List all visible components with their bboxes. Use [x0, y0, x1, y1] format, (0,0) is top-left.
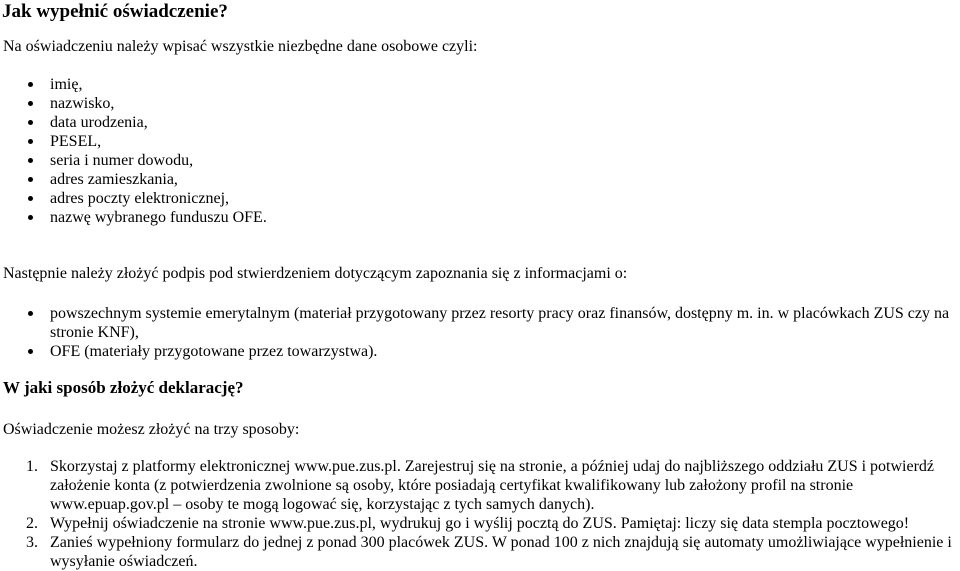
info-list: [0, 304, 955, 361]
list-number: 3.: [26, 534, 38, 551]
main-heading: Jak wypełnić oświadczenie?: [2, 1, 228, 22]
list-item: [0, 457, 955, 514]
list-item: powszechnym systemie emerytalnym (materiał przygotowany przez resorty pracy oraz finansów, dostępny m. in. w placówkach ZUS czy na stronie KNF),: [0, 304, 955, 342]
list-item: nazwę wybranego funduszu OFE.: [0, 208, 267, 227]
list-item: [0, 514, 955, 533]
section-heading: W jaki sposób złożyć deklarację?: [3, 378, 244, 397]
ways-list: [0, 457, 955, 571]
list-item-text: Zanieś wypełniony formularz do jednej z ponad 300 placówek ZUS. W ponad 100 z nich znajdują się automaty umożliwiające wypełnienie i wysyłanie oświadczeń.: [50, 534, 952, 570]
list-item-text: Skorzystaj z platformy elektronicznej www.pue.zus.pl. Zarejestruj się na stronie, a później udaj do najbliższego oddziału ZUS i potwierdź założenie konta (z potwierdzenia zwolnione są osoby, które posiadają certyfikat kwalifikowany lub założony profil na stronie www.epuap.gov.pl – osoby te mogą logować się, korzystając z tych samych danych).: [50, 458, 935, 513]
list-item: PESEL,: [0, 132, 267, 151]
intro-paragraph: Na oświadczeniu należy wpisać wszystkie niezbędne dane osobowe czyli:: [3, 38, 478, 55]
list-item: nazwisko,: [0, 94, 267, 113]
list-item: data urodzenia,: [0, 113, 267, 132]
list-item: [0, 533, 955, 571]
list-item: seria i numer dowodu,: [0, 151, 267, 170]
list-item-text: Wypełnij oświadczenie na stronie www.pue.zus.pl, wydrukuj go i wyślij pocztą do ZUS. Pamiętaj: liczy się data stempla pocztowego!: [50, 515, 910, 532]
list-item: OFE (materiały przygotowane przez towarzystwa).: [0, 342, 955, 361]
list-number: 1.: [26, 458, 38, 475]
signature-paragraph: Następnie należy złożyć podpis pod stwierdzeniem dotyczącym zapoznania się z informacjami o:: [3, 265, 628, 282]
list-item: adres poczty elektronicznej,: [0, 189, 267, 208]
ways-intro-paragraph: Oświadczenie możesz złożyć na trzy sposoby:: [3, 421, 300, 438]
personal-data-list: [0, 75, 267, 227]
list-item: adres zamieszkania,: [0, 170, 267, 189]
list-item: imię,: [0, 75, 267, 94]
list-number: 2.: [26, 515, 38, 532]
